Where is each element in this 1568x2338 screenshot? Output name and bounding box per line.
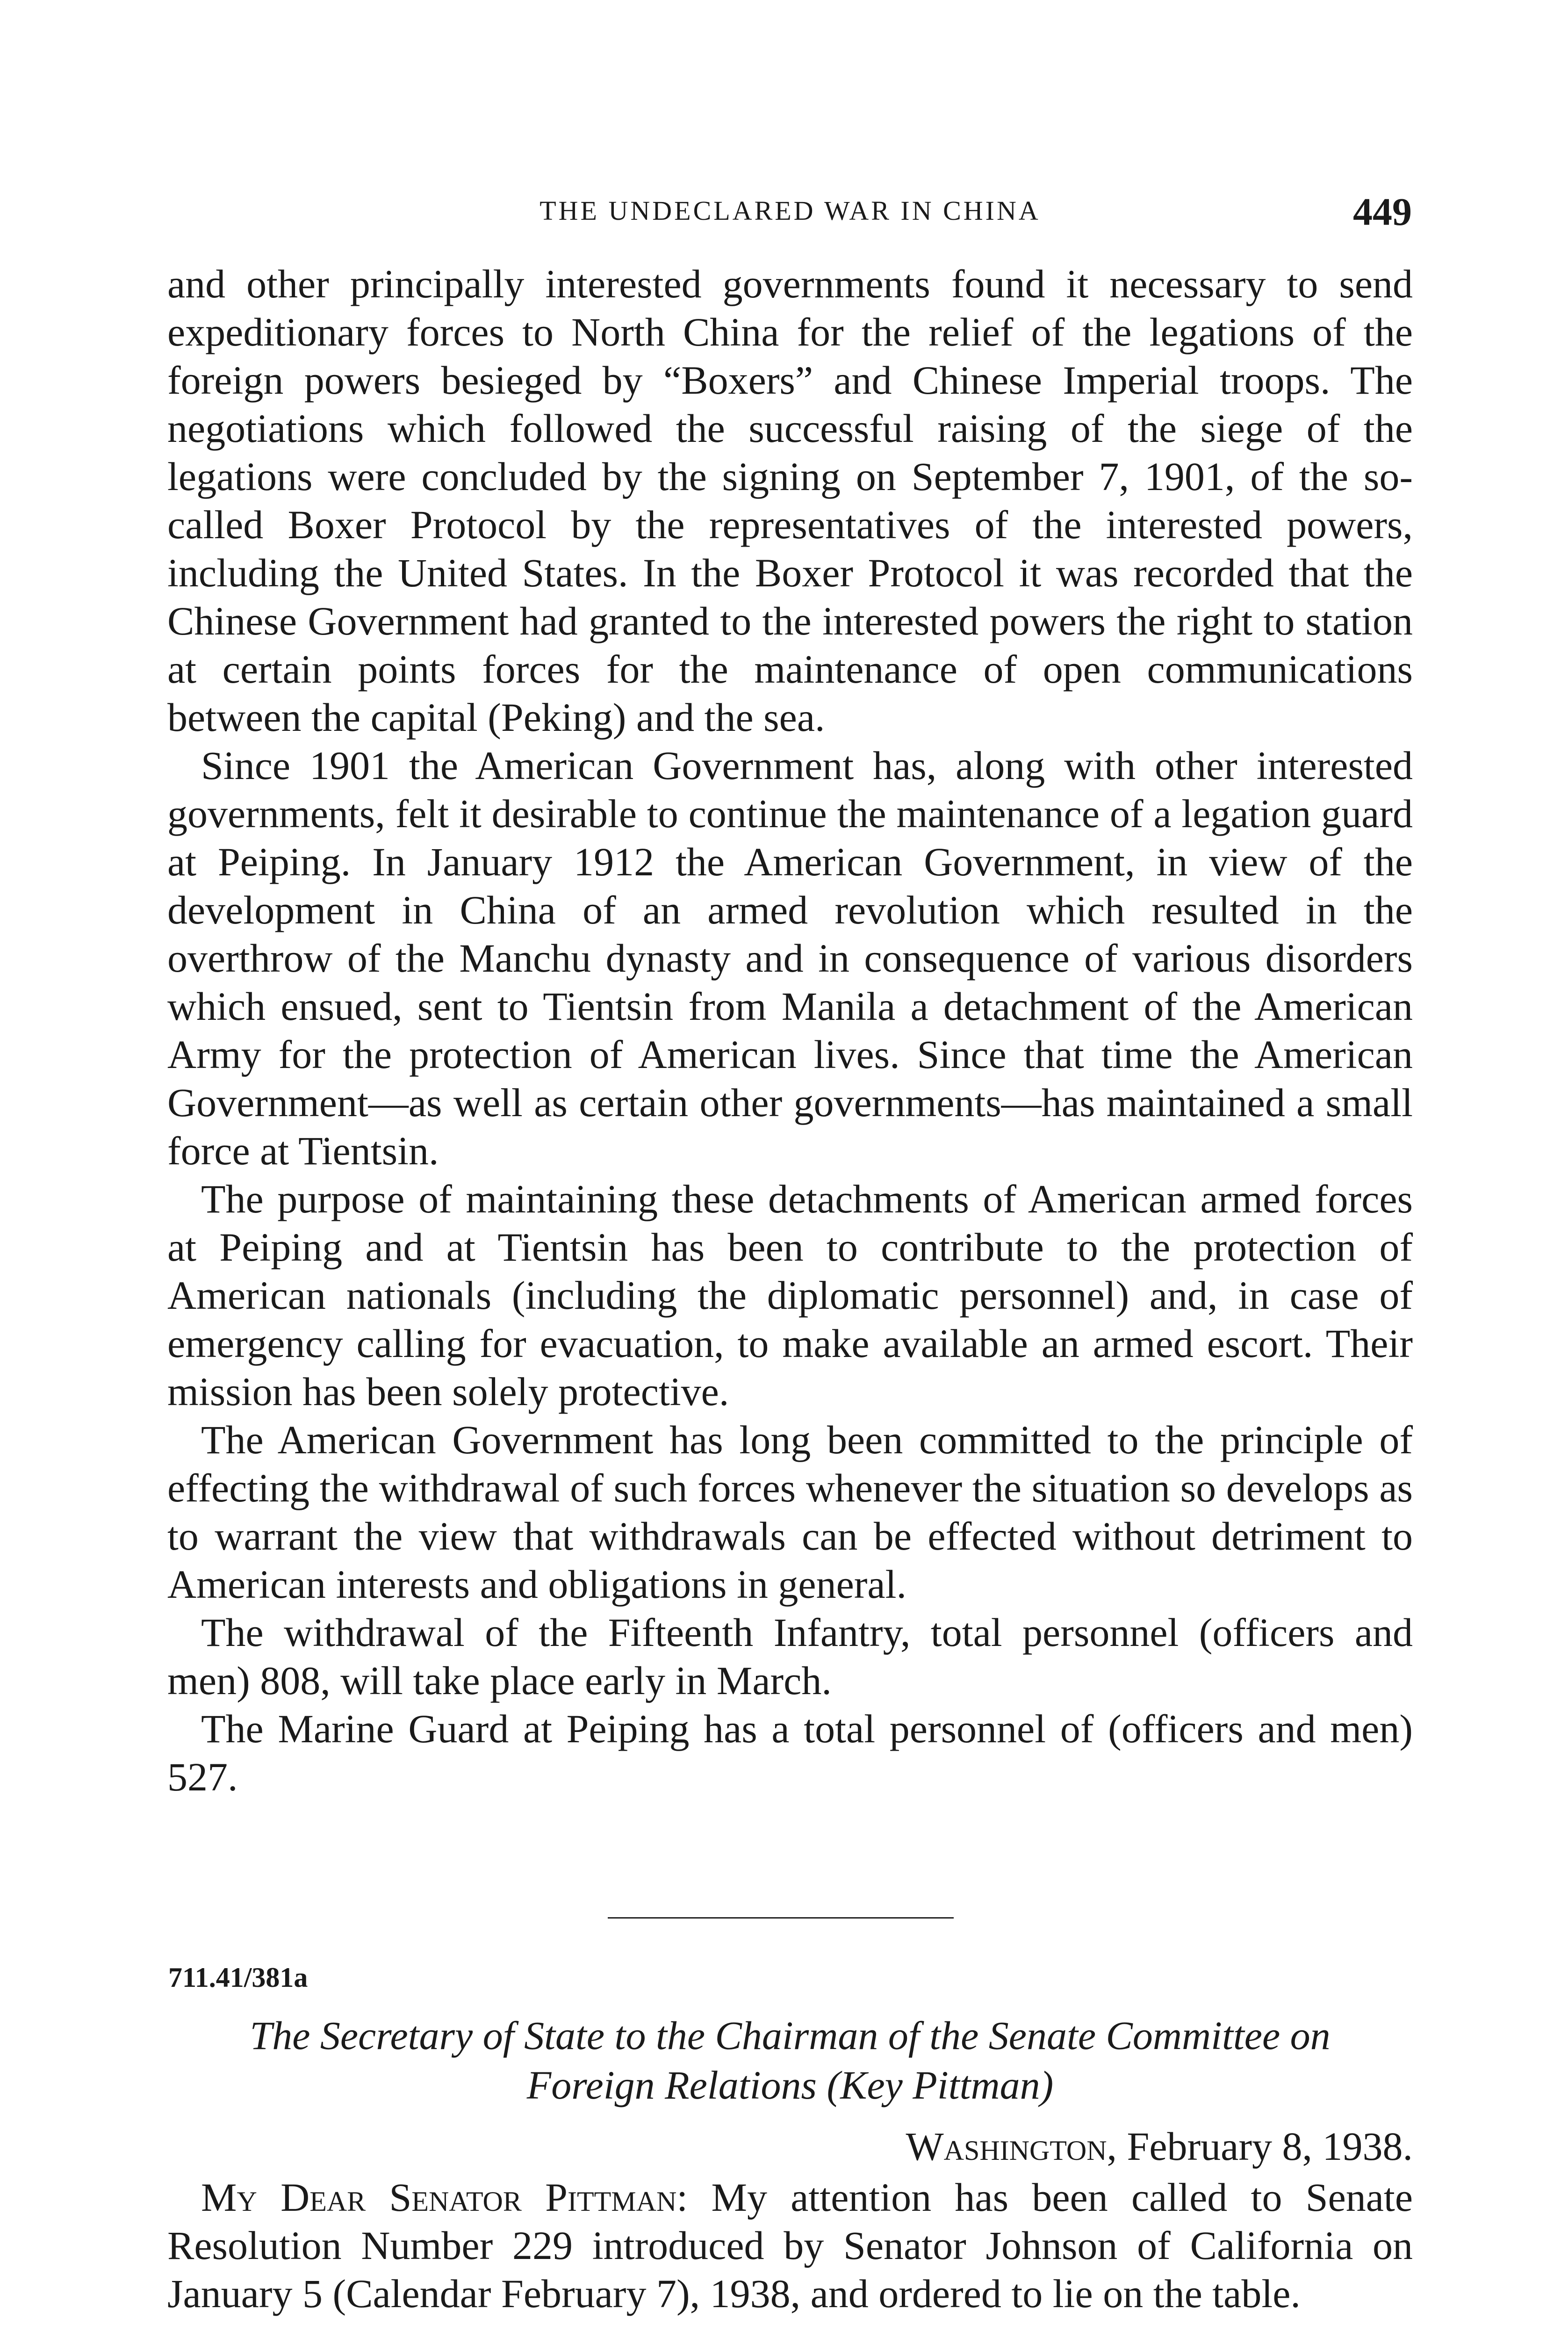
section-divider (608, 1917, 954, 1919)
paragraph: Since 1901 the American Government has, along with other interested governments, felt it desirable to continue the maintenance of a legation guard at Peiping. In January 1912 the American Government, in view of the development in China of an armed revolution which resulted in the overthrow of the Manchu dynasty and in consequence of various disorders which ensued, sent to Tientsin from Manila a detachment of the American Army for the protection of American lives. Since that time the American Government—as well as certain other governments—has maintained a small force at Tientsin. (167, 743, 1413, 1173)
document-title (167, 2011, 1413, 2110)
dateline (906, 2123, 1413, 2170)
dateline-place: Washington (906, 2124, 1107, 2169)
paragraph: The withdrawal of the Fifteenth Infantry, total personnel (officers and men) 808, will take place early in March. (167, 1610, 1413, 1703)
paragraph: The American Government has long been committed to the principle of effecting the withdrawal of such forces whenever the situation so develops as to warrant the view that withdrawals can be effected without detriment to American interests and obligations in general. (167, 1417, 1413, 1607)
paragraph: The Marine Guard at Peiping has a total personnel of (officers and men) 527. (167, 1706, 1413, 1799)
letter-paragraph (167, 2173, 1413, 2318)
body-text (167, 260, 1413, 1801)
salutation: My Dear Senator Pittman (201, 2175, 677, 2220)
dateline-date: , February 8, 1938. (1107, 2124, 1413, 2169)
paragraph: The purpose of maintaining these detachments of American armed forces at Peiping and at Tientsin has been to contribute to the protection of American nationals (including the diplomatic personnel) and, in case of emergency calling for evacuation, to make available an armed escort. Their mission has been solely protective. (167, 1176, 1413, 1414)
file-number: 711.41/381a (168, 1962, 308, 1993)
letter-text: : My attention has been called to Senate Resolution Number 229 introduced by Senator Johnson of California on January 5 (Calendar February 7), 1938, and ordered to lie on the table. (167, 2175, 1413, 2316)
letter-body (167, 2173, 1413, 2318)
running-head (168, 189, 1412, 241)
document-title-line-1: The Secretary of State to the Chairman of the Senate Committee on (250, 2013, 1331, 2058)
document-title-line-2: Foreign Relations (Key Pittman) (526, 2063, 1054, 2107)
page-number: 449 (1353, 190, 1412, 234)
running-title: THE UNDECLARED WAR IN CHINA (539, 195, 1041, 226)
paragraph: and other principally interested governments found it necessary to send expeditionary forces to North China for the relief of the legations of the foreign powers besieged by “Boxers” and Chinese Imperial troops. The negotiations which followed the successful raising of the siege of the legations were concluded by the signing on September 7, 1901, of the so-called Boxer Protocol by the representatives of the interested powers, including the United States. In the Boxer Protocol it was recorded that the Chinese Government had granted to the interested powers the right to station at certain points forces for the maintenance of open communications between the capital (Peking) and the sea. (167, 261, 1413, 740)
